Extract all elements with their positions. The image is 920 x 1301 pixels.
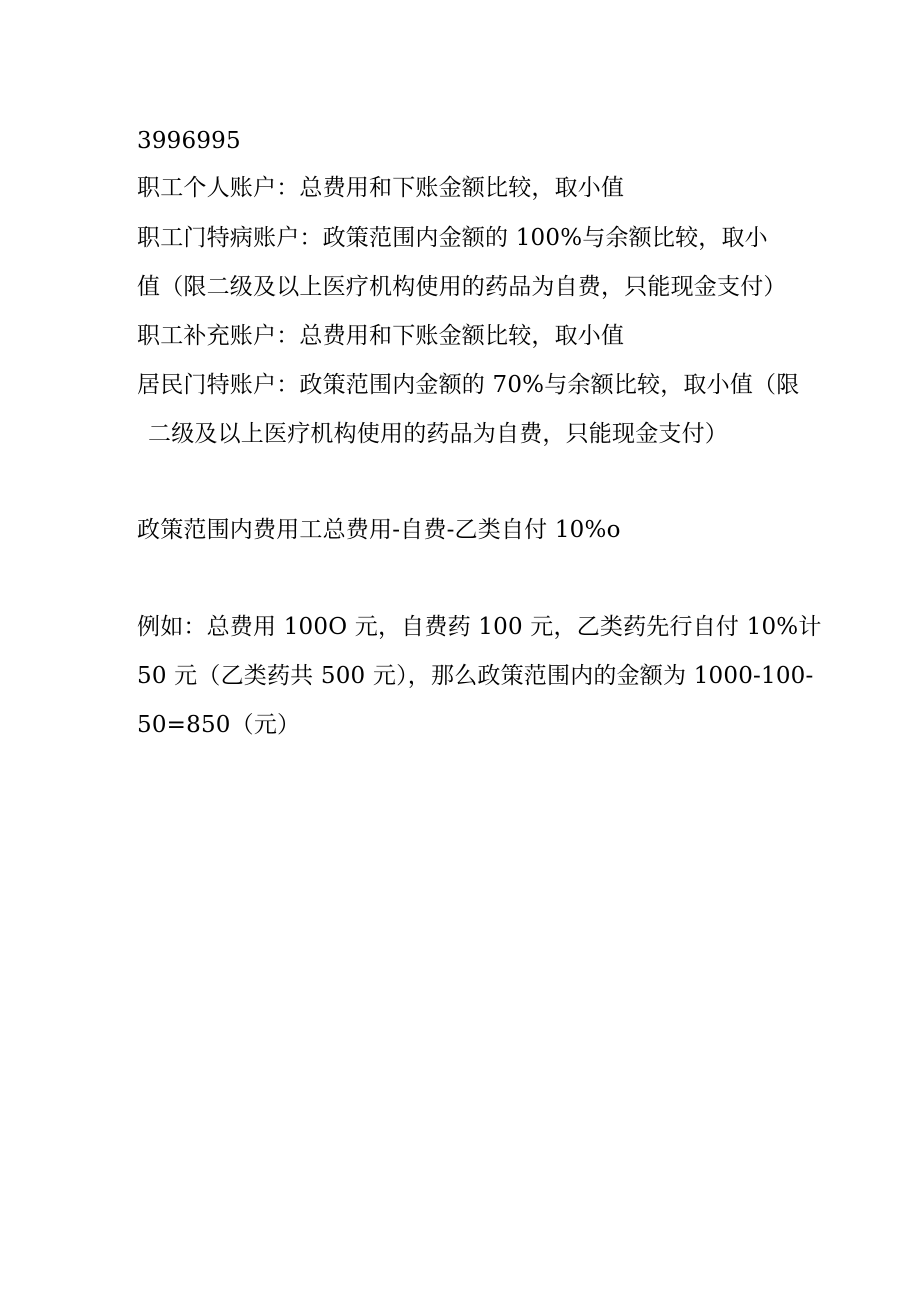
rule-line-3: 值（限二级及以上医疗机构使用的药品为自费，只能现金支付）: [137, 274, 787, 300]
rule-line-4: 职工补充账户：总费用和下账金额比较，取小值: [137, 323, 625, 349]
formula-line: 政策范围内费用工总费用-自费-乙类自付 10%o: [137, 517, 621, 543]
example-line-1: 例如：总费用 100O 元，自费药 100 元，乙类药先行自付 10%计: [137, 614, 822, 640]
rule-line-2: 职工门特病账户：政策范围内金额的 100%与余额比较，取小: [137, 225, 768, 251]
id-number: 3996995: [137, 128, 241, 154]
example-line-3: 50=850（元）: [137, 712, 301, 738]
rule-line-6: 二级及以上医疗机构使用的药品为自费，只能现金支付）: [148, 421, 728, 447]
example-line-2: 50 元（乙类药共 500 元），那么政策范围内的金额为 1000-100-: [137, 663, 814, 689]
rule-line-5: 居民门特账户：政策范围内金额的 70%与余额比较，取小值（限: [137, 372, 800, 398]
rule-line-1: 职工个人账户：总费用和下账金额比较，取小值: [137, 175, 625, 201]
